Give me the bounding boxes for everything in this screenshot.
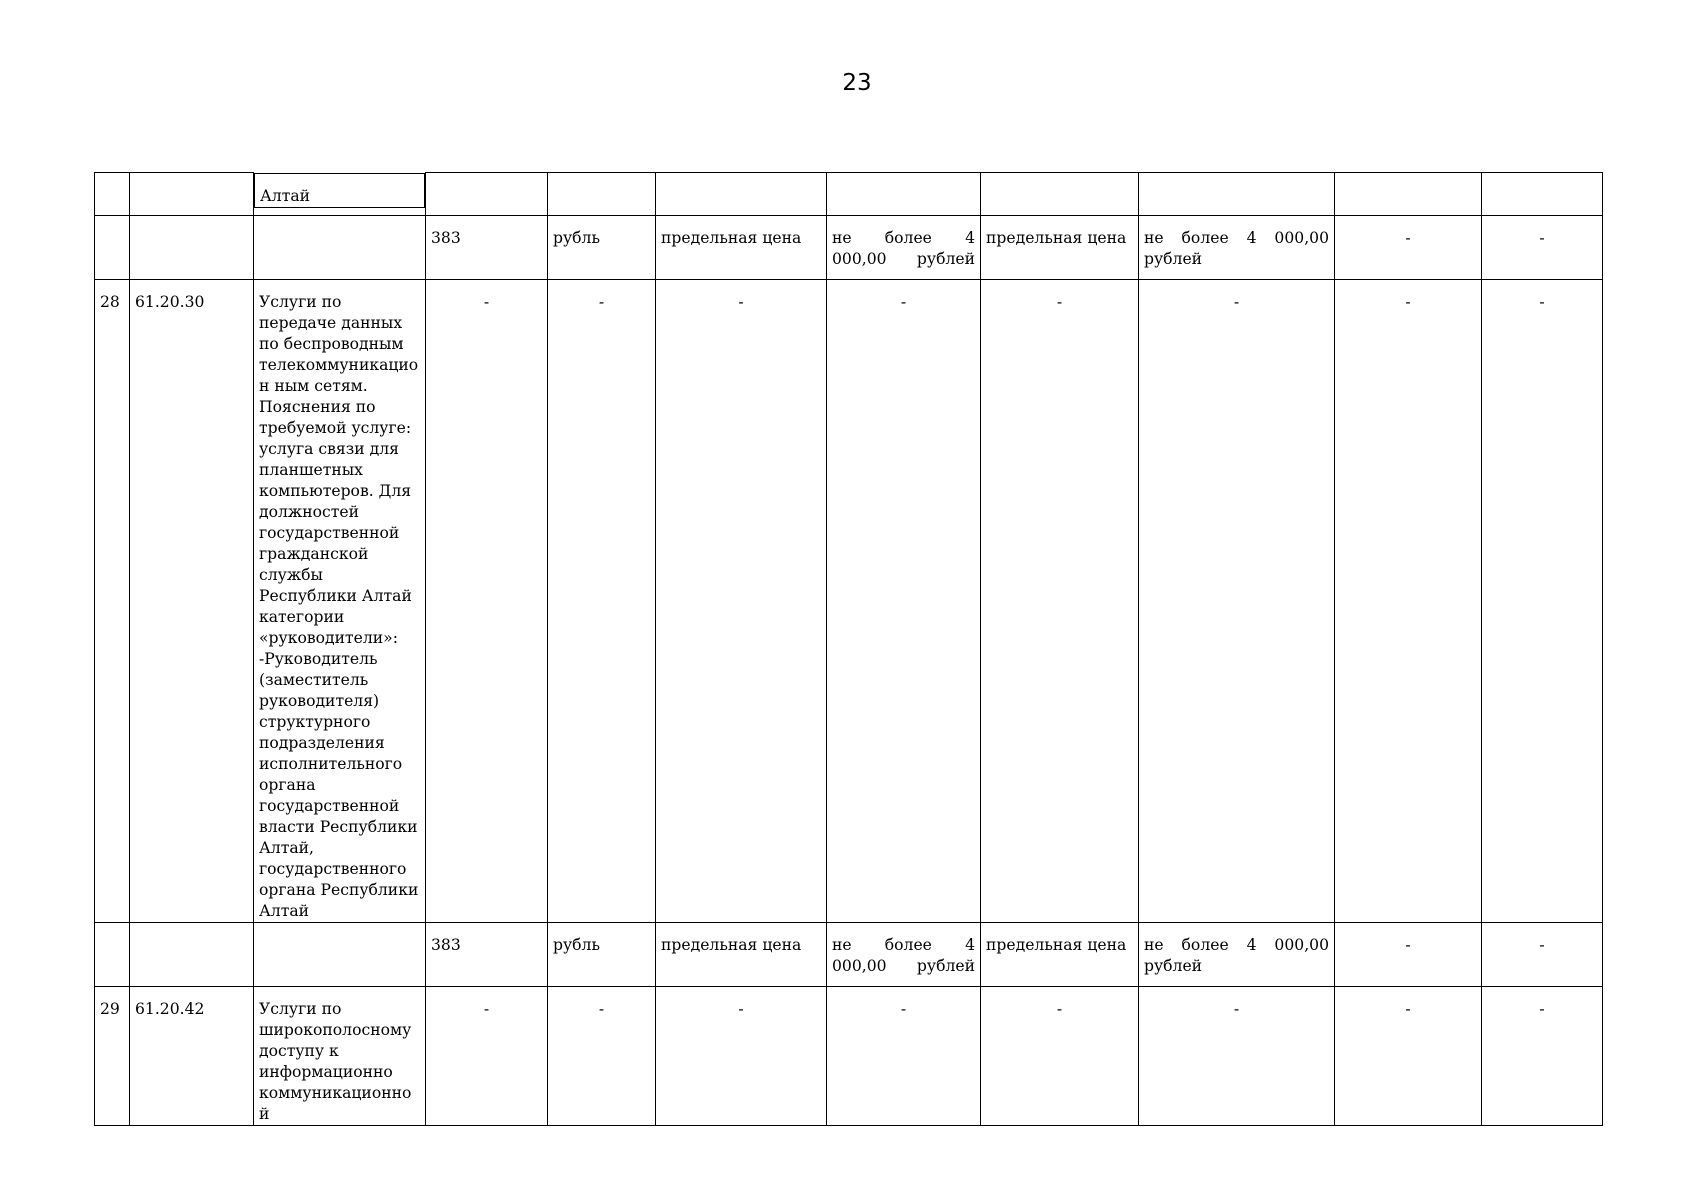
cell-value: - xyxy=(1139,280,1335,923)
cell-number xyxy=(95,923,130,987)
table-row xyxy=(95,987,1603,1126)
cell-extra: - xyxy=(1482,923,1603,987)
cell-unit-name: - xyxy=(548,987,656,1126)
cell-unit-name xyxy=(548,173,656,216)
cell-number: 28 xyxy=(95,280,130,923)
cell-unit-name: - xyxy=(548,280,656,923)
cell-extra xyxy=(1482,173,1603,216)
cell-value: не более 4 000,00 рублей xyxy=(1139,923,1335,987)
cell-characteristic: предельная цена xyxy=(981,923,1139,987)
cell-value: - xyxy=(827,280,981,923)
cell-number xyxy=(95,173,130,216)
cell-value: не более 4 000,00 рублей xyxy=(827,923,981,987)
cell-characteristic: предельная цена xyxy=(656,216,827,280)
cell-code: 61.20.42 xyxy=(130,987,254,1126)
cell-value: не более 4 000,00 рублей xyxy=(827,216,981,280)
cell-unit-name: рубль xyxy=(548,923,656,987)
cell-extra: - xyxy=(1335,280,1482,923)
cell-characteristic: предельная цена xyxy=(981,216,1139,280)
description-text: Услуги по широкополосному доступу к информационно коммуникационной xyxy=(259,1000,412,1123)
cell-characteristic: - xyxy=(656,987,827,1126)
cell-characteristic xyxy=(656,173,827,216)
cell-code xyxy=(130,216,254,280)
cell-description xyxy=(254,923,426,987)
cell-characteristic: - xyxy=(981,280,1139,923)
cell-description xyxy=(254,987,426,1126)
cell-code xyxy=(130,923,254,987)
cell-description: Алтай xyxy=(254,173,425,208)
cell-unit-code: - xyxy=(426,987,548,1126)
cell-characteristic: предельная цена xyxy=(656,923,827,987)
cell-code xyxy=(130,173,254,216)
description-text: Услуги по передаче данных по беспроводным телекоммуникацион ным сетям. Пояснения по требуемой услуге: услуга связи для планшетных компьютеров. Для должностей государственной гражданской службы Республики Алтай категории «руководители»: -Руководитель (заместитель руководителя) структурного подразделения исполнительного органа государственной власти Республики Алтай, государственного органа Республики Алтай xyxy=(259,293,419,920)
cell-extra: - xyxy=(1335,216,1482,280)
cell-value: - xyxy=(1139,987,1335,1126)
table-row xyxy=(95,216,1603,280)
cell-description xyxy=(254,280,426,923)
requirements-table xyxy=(94,172,1603,1126)
cell-characteristic: - xyxy=(656,280,827,923)
table-row xyxy=(95,923,1603,987)
cell-description xyxy=(254,216,426,280)
cell-extra: - xyxy=(1482,987,1603,1126)
cell-extra xyxy=(1335,173,1482,216)
cell-value xyxy=(827,173,981,216)
page-number: 23 xyxy=(842,70,872,96)
cell-code: 61.20.30 xyxy=(130,280,254,923)
cell-extra: - xyxy=(1335,923,1482,987)
table-row xyxy=(95,173,1603,216)
cell-extra: - xyxy=(1335,987,1482,1126)
cell-value: - xyxy=(827,987,981,1126)
cell-unit-code: 383 xyxy=(426,216,548,280)
cell-number: 29 xyxy=(95,987,130,1126)
cell-unit-code: - xyxy=(426,280,548,923)
cell-unit-code: 383 xyxy=(426,923,548,987)
cell-value: не более 4 000,00 рублей xyxy=(1139,216,1335,280)
cell-value xyxy=(1139,173,1335,216)
cell-unit-code xyxy=(426,173,548,216)
cell-unit-name: рубль xyxy=(548,216,656,280)
cell-extra: - xyxy=(1482,280,1603,923)
cell-characteristic xyxy=(981,173,1139,216)
cell-number xyxy=(95,216,130,280)
table-row xyxy=(95,280,1603,923)
cell-extra: - xyxy=(1482,216,1603,280)
cell-characteristic: - xyxy=(981,987,1139,1126)
